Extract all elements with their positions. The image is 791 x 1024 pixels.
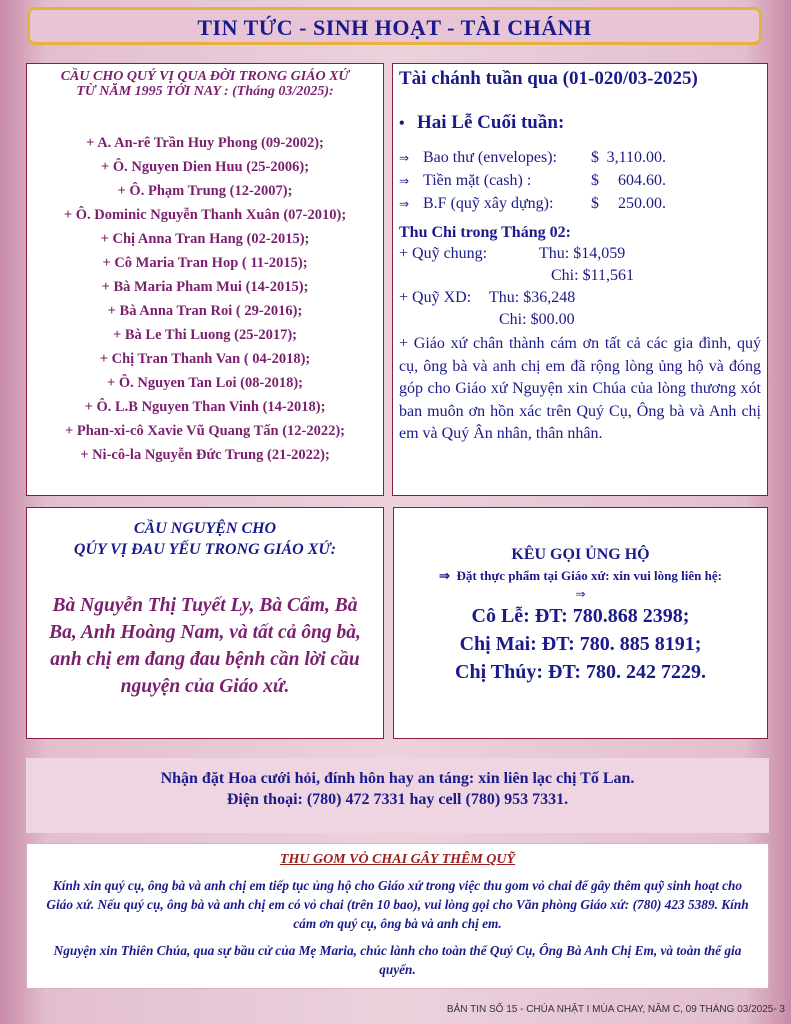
sick-prayer-box — [26, 507, 384, 739]
list-item: + Phan-xi-cô Xavie Vũ Quang Tấn (12-2022); — [64, 423, 346, 439]
finance-box — [392, 63, 768, 496]
deceased-prayer-box — [26, 63, 384, 496]
flowers-notice — [26, 758, 769, 833]
appeal-subtitle — [394, 568, 767, 584]
building-fund-label: + Quỹ XD: — [399, 289, 472, 306]
general-fund-expense: Chi: $11,561 — [551, 267, 634, 284]
sick-title-line1: CẦU NGUYỆN CHO — [133, 520, 277, 537]
list-item: + Chị Anna Tran Hang (02-2015); — [100, 231, 310, 247]
finance-title: Tài chánh tuần qua (01-020/03-2025) — [399, 68, 698, 89]
row-currency: $ — [591, 172, 599, 189]
list-item: + Bà Le Thi Luong (25-2017); — [112, 327, 298, 343]
list-item: + Ô. Dominic Nguyễn Thanh Xuân (07-2010); — [63, 207, 347, 223]
list-item: + Ô. Nguyen Dien Huu (25-2006); — [100, 159, 310, 175]
general-fund-in — [399, 243, 761, 265]
contact-thuy: Chị Thúy: ĐT: 780. 242 7229. — [455, 661, 706, 683]
arrow-right-icon: ⇒ — [439, 568, 457, 583]
contact-le: Cô Lễ: ĐT: 780.868 2398; — [471, 605, 690, 627]
arrow-right-icon: ⇒ — [399, 174, 410, 188]
appeal-subtitle-text: Đặt thực phẩm tại Giáo xứ: xin vui lòng liên hệ: — [456, 568, 722, 583]
list-item: + Bà Maria Pham Mui (14-2015); — [101, 279, 309, 295]
list-item: + Ô. Nguyen Tan Loi (08-2018); — [107, 375, 303, 391]
list-item: + Cô Maria Tran Hop ( 11-2015); — [102, 255, 308, 271]
monthly-title: Thu Chi trong Tháng 02: — [399, 224, 571, 241]
bottle-collection-box — [26, 843, 769, 989]
flowers-line2: Điện thoại: (780) 472 7331 hay cell (780) 953 7331. — [226, 791, 569, 808]
deceased-list — [27, 131, 383, 467]
list-item: + Ni-cô-la Nguyễn Đức Trung (21-2022); — [80, 447, 330, 463]
page-banner — [27, 7, 762, 45]
weekend-rows — [399, 146, 761, 215]
finance-row — [399, 169, 761, 192]
general-fund-label: + Quỹ chung: — [399, 245, 488, 262]
appeal-box — [393, 507, 768, 739]
blessing-paragraph: Nguyện xin Thiên Chúa, qua sự bầu cử của Mẹ Maria, chúc lành cho toàn thể Quý Cụ, Ông Bà Anh Chị Em, và toàn thể gia quyến. — [53, 943, 742, 977]
list-item: + A. An-rê Trần Huy Phong (09-2002); — [86, 135, 324, 151]
building-fund-expense: Chi: $00.00 — [499, 311, 575, 328]
general-fund-out — [399, 265, 761, 287]
sick-names: Bà Nguyễn Thị Tuyết Ly, Bà Cẩm, Bà Ba, Anh Hoàng Nam, và tất cả ông bà, anh chị em đang đau bệnh cần lời cầu nguyện của Giáo xứ. — [49, 595, 361, 697]
bullet-icon: • — [399, 115, 405, 132]
list-item: + Ô. L.B Nguyen Than Vinh (14-2018); — [84, 399, 326, 415]
list-item: + Chị Tran Thanh Van ( 04-2018); — [99, 351, 311, 367]
page-footer: BẢN TIN SỐ 15 - CHÚA NHẬT I MÙA CHAY, NĂM C, 09 THÁNG 03/2025- 3 — [446, 1004, 785, 1015]
thanks-paragraph: + Giáo xứ chân thành cám ơn tất cả các gia đình, quý cụ, ông bà và anh chị em đã rộng lòng ủng hộ và đóng góp cho Giáo xứ Nguyện xin Chúa của lòng thương xót ban muôn ơn hồn xác trên Quý Cụ, Ông bà và Anh chị em và Quý Ân nhân, thân nhân. — [399, 335, 761, 442]
row-currency: $ — [591, 195, 599, 212]
row-label: Tiền mặt (cash) : — [423, 172, 532, 189]
flowers-line1: Nhận đặt Hoa cưới hỏi, đính hôn hay an táng: xin liên lạc chị Tố Lan. — [160, 770, 635, 787]
row-amount: 250.00. — [618, 195, 666, 212]
contact-mai: Chị Mai: ĐT: 780. 885 8191; — [459, 633, 702, 655]
appeal-title: KÊU GỌI ỦNG HỘ — [511, 546, 650, 563]
row-amount: 604.60. — [618, 172, 666, 189]
finance-row — [399, 192, 761, 215]
banner-title: TIN TỨC - SINH HOẠT - TÀI CHÁNH — [197, 15, 592, 40]
deceased-title-line2: TỪ NĂM 1995 TỚI NAY : (Tháng 03/2025): — [76, 84, 334, 99]
row-amount: 3,110.00. — [606, 149, 666, 166]
bottle-paragraph: Kính xin quý cụ, ông bà và anh chị em tiếp tục ủng hộ cho Giáo xứ trong việc thu gom vỏ chai để gây thêm quỹ sinh hoạt cho Giáo xứ. Nếu quý cụ, ông bà và anh chị em có vỏ chai (trên 10 bao), vui lòng gọi cho Văn phòng Giáo xứ: (780) 423 5389. Kính cám ơn quý cụ, ông bà và anh chị em. — [46, 878, 749, 931]
row-label: B.F (quỹ xây dựng): — [423, 195, 554, 212]
deceased-title-line1: CẦU CHO QUÝ VỊ QUA ĐỜI TRONG GIÁO XỨ — [60, 69, 350, 84]
weekend-heading — [399, 112, 761, 134]
row-label: Bao thư (envelopes): — [423, 149, 557, 166]
building-fund-in — [399, 287, 761, 309]
arrow-right-icon: ⇒ — [399, 151, 410, 165]
building-fund-income: Thu: $36,248 — [489, 289, 576, 306]
list-item: + Ô. Phạm Trung (12-2007); — [117, 183, 293, 199]
general-fund-income: Thu: $14,059 — [539, 245, 626, 262]
finance-row — [399, 146, 761, 169]
sick-title-line2: QÚY VỊ ĐAU YẾU TRONG GIÁO XỨ: — [73, 541, 337, 558]
building-fund-out — [399, 309, 761, 331]
arrow-right-icon: ⇒ — [575, 587, 586, 601]
list-item: + Bà Anna Tran Roi ( 29-2016); — [107, 303, 303, 319]
weekend-label: Hai Lễ Cuối tuần: — [417, 112, 565, 133]
row-currency: $ — [591, 149, 599, 166]
bottle-title: THU GOM VỎ CHAI GÂY THÊM QUỸ — [279, 852, 516, 867]
arrow-right-icon: ⇒ — [399, 197, 410, 211]
